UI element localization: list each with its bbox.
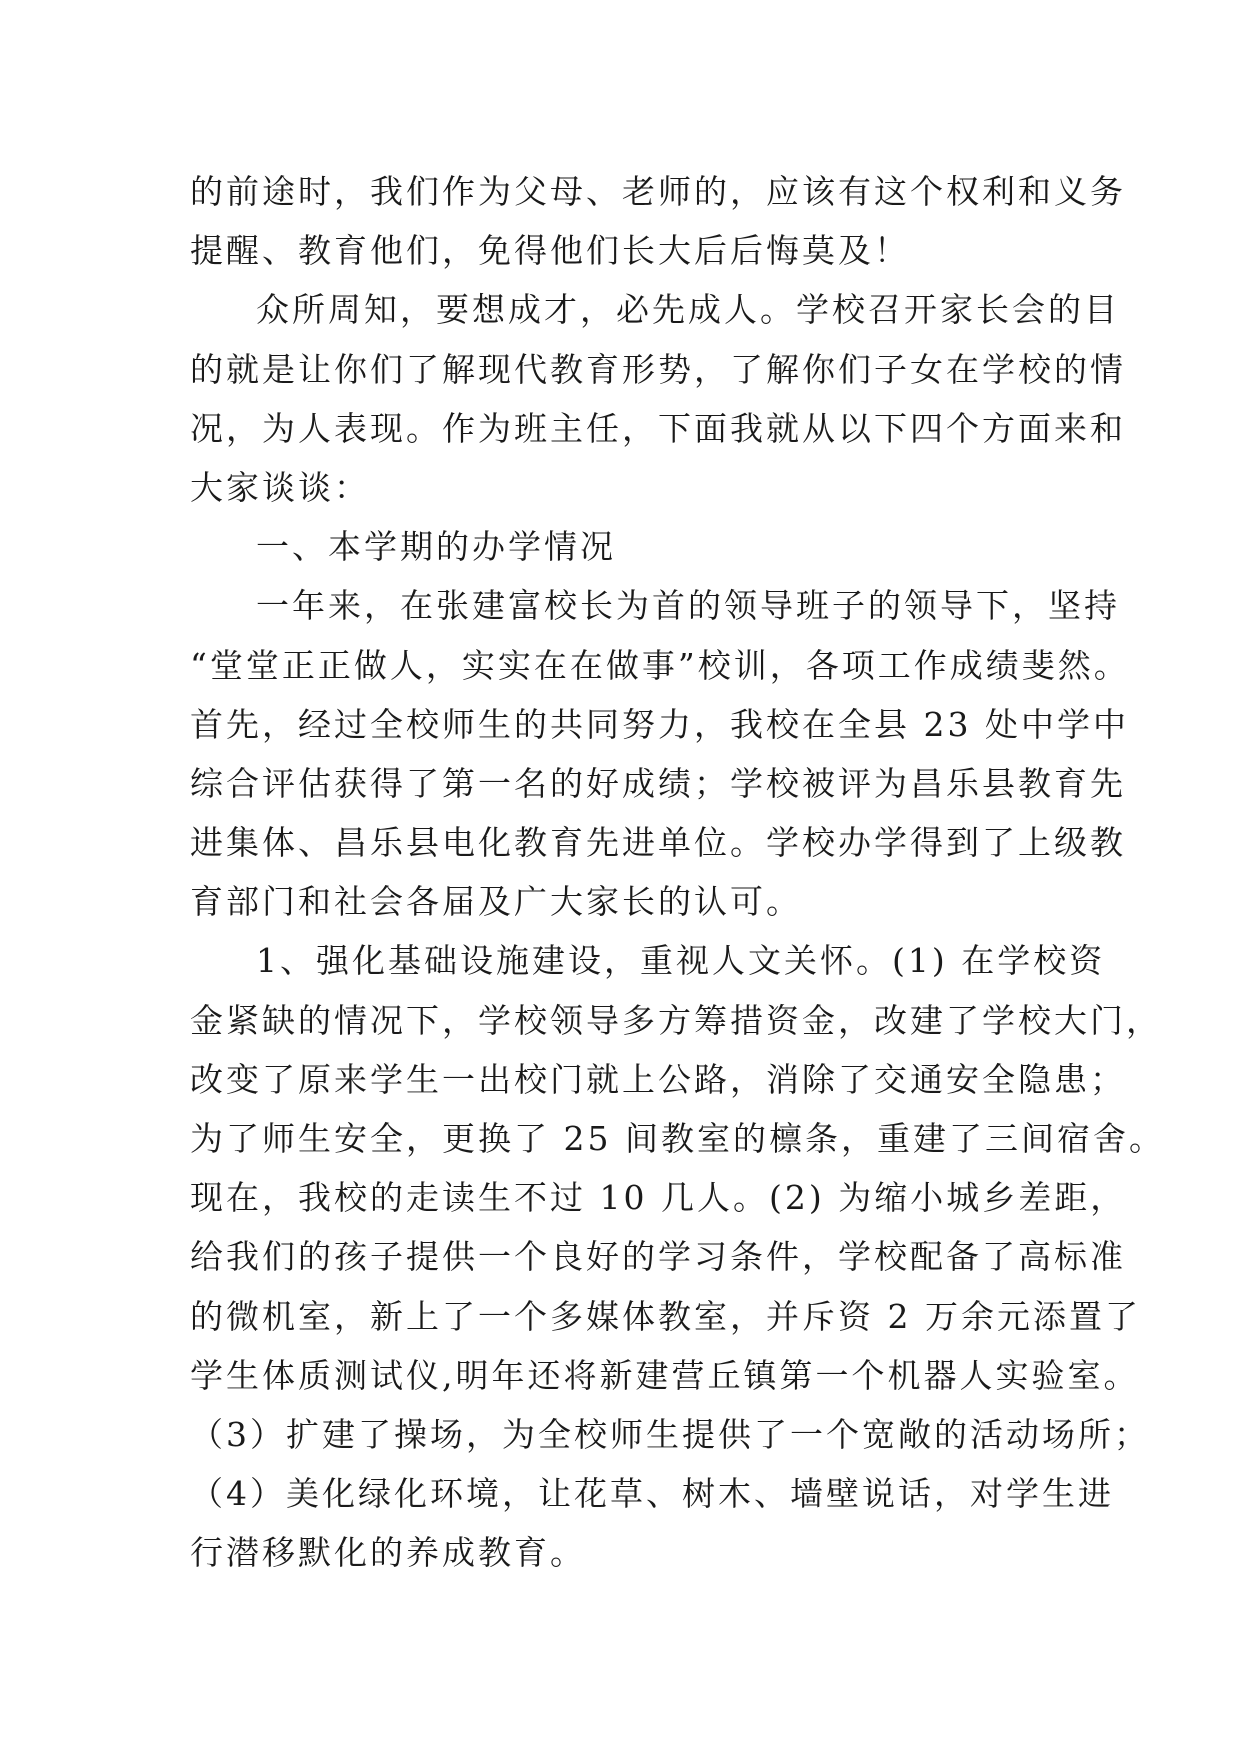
text-line: 的就是让你们了解现代教育形势，了解你们子女在学校的情 <box>190 349 1126 389</box>
text-line: 给我们的孩子提供一个良好的学习条件，学校配备了高标准 <box>190 1237 1126 1277</box>
text-line: 行潜移默化的养成教育。 <box>190 1533 586 1573</box>
text-line: “堂堂正正做人，实实在在做事”校训，各项工作成绩斐然。 <box>190 645 1130 685</box>
text-line: 改变了原来学生一出校门就上公路，消除了交通安全隐患； <box>190 1059 1126 1099</box>
text-line: 现在，我校的走读生不过 10 几人。(2) 为缩小城乡差距， <box>190 1178 1127 1218</box>
text-line: 为了师生安全，更换了 25 间教室的檩条，重建了三间宿舍。 <box>190 1119 1165 1158</box>
text-line: 进集体、昌乐县电化教育先进单位。学校办学得到了上级教 <box>190 823 1126 863</box>
text-line: 的前途时，我们作为父母、老师的，应该有这个权利和义务 <box>190 172 1126 211</box>
text-line: 的微机室，新上了一个多媒体教室，并斥资 2 万余元添置了 <box>190 1296 1141 1336</box>
text-line: 首先，经过全校师生的共同努力，我校在全县 23 处中学中 <box>190 704 1129 744</box>
text-line: 育部门和社会各届及广大家长的认可。 <box>190 882 802 922</box>
text-line: （4）美化绿化环境，让花草、树木、墙壁说话，对学生进 <box>190 1474 1114 1514</box>
text-line: 1、强化基础设施建设，重视人文关怀。(1) 在学校资 <box>256 941 1106 981</box>
text-line: 学生体质测试仪,明年还将新建营丘镇第一个机器人实验室。 <box>190 1355 1140 1395</box>
text-line: 金紧缺的情况下，学校领导多方筹措资金，改建了学校大门， <box>190 1000 1162 1040</box>
text-line: 况，为人表现。作为班主任，下面我就从以下四个方面来和 <box>190 408 1126 448</box>
body-text <box>190 162 1190 1583</box>
text-line: 一、本学期的办学情况 <box>256 527 616 567</box>
text-line: 综合评估获得了第一名的好成绩；学校被评为昌乐县教育先 <box>190 763 1126 803</box>
text-line: 大家谈谈： <box>190 467 370 507</box>
text-line: 众所周知，要想成才，必先成人。学校召开家长会的目 <box>256 290 1120 330</box>
text-line: 一年来，在张建富校长为首的领导班子的领导下，坚持 <box>256 586 1120 626</box>
text-line: （3）扩建了操场，为全校师生提供了一个宽敞的活动场所； <box>190 1414 1150 1454</box>
text-line: 提醒、教育他们，免得他们长大后后悔莫及！ <box>190 231 910 271</box>
